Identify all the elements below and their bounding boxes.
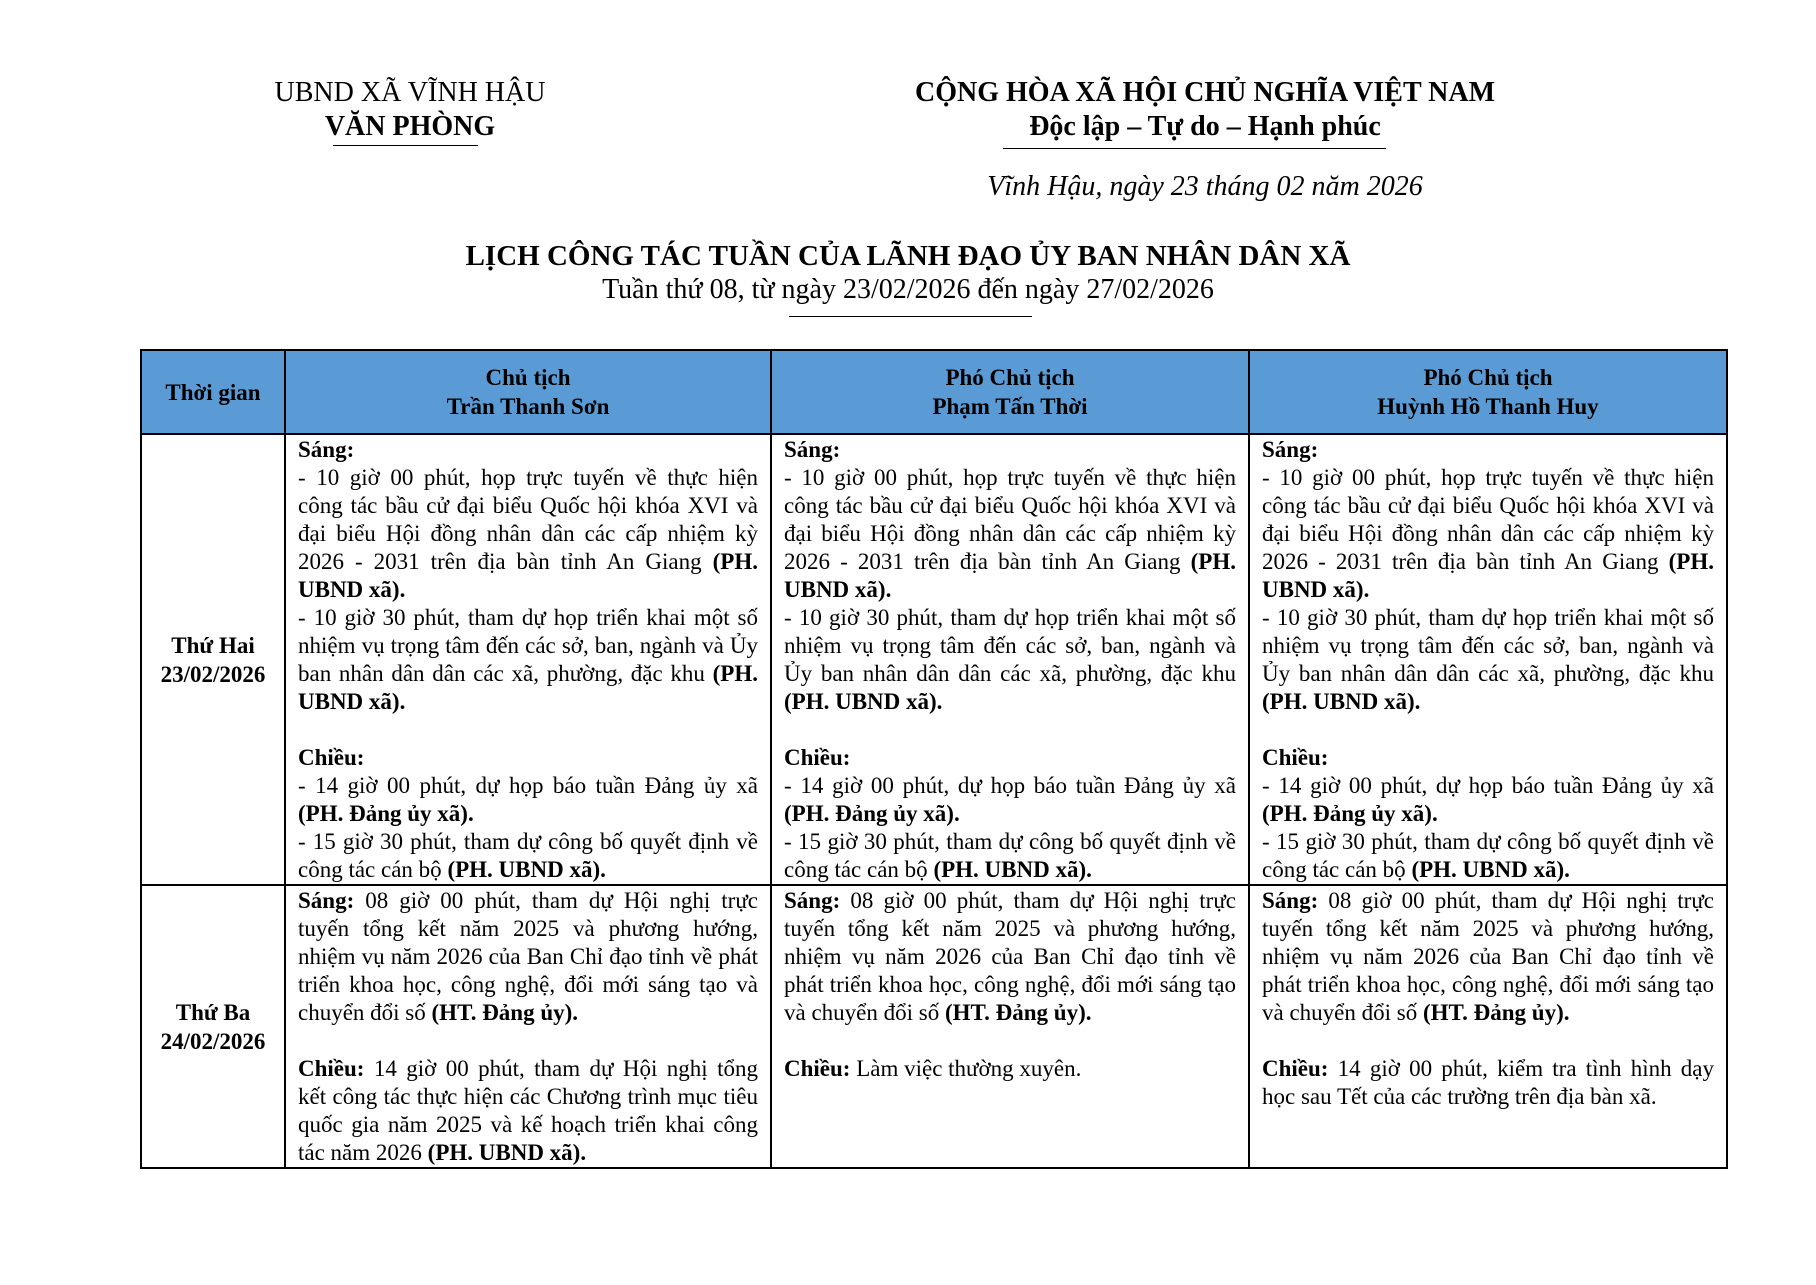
column-role: Phó Chủ tịch	[1423, 365, 1553, 390]
schedule-item: Sáng: 08 giờ 00 phút, tham dự Hội nghị trực tuyến tổng kết năm 2025 và phương hướng, nhiệm vụ năm 2026 của Ban Chỉ đạo tỉnh về phát triển khoa học, công nghệ, đổi mới sáng tạo và chuyển đổi số (HT. Đảng ủy).	[298, 888, 758, 1025]
morning-label: Sáng:	[784, 437, 841, 462]
column-header-vice-chairman-1	[771, 350, 1249, 434]
document-title: LỊCH CÔNG TÁC TUẦN CỦA LÃNH ĐẠO ỦY BAN NHÂN DÂN XÃ	[465, 240, 1351, 272]
day-row-monday	[141, 434, 1727, 885]
afternoon-label: Chiều:	[1262, 745, 1329, 770]
schedule-item: - 15 giờ 30 phút, tham dự công bố quyết định về công tác cán bộ (PH. UBND xã).	[1262, 829, 1714, 882]
time-header: Thời gian	[141, 350, 285, 434]
column-header-vice-chairman-2	[1249, 350, 1727, 434]
schedule-cell	[771, 434, 1249, 885]
schedule-item: - 14 giờ 00 phút, dự họp báo tuần Đảng ủy xã (PH. Đảng ủy xã).	[784, 773, 1236, 826]
schedule-item: - 10 giờ 00 phút, họp trực tuyến về thực hiện công tác bầu cử đại biểu Quốc hội khóa XVI và đại biểu Hội đồng nhân dân các cấp nhiệm kỳ 2026 - 2031 trên địa bàn tỉnh An Giang (PH. UBND xã).	[784, 465, 1236, 602]
column-person: Phạm Tấn Thời	[932, 394, 1088, 419]
place-date: Vĩnh Hậu, ngày 23 tháng 02 năm 2026	[987, 171, 1423, 202]
day-cell	[141, 885, 285, 1168]
schedule-item: - 10 giờ 30 phút, tham dự họp triển khai một số nhiệm vụ trọng tâm đến các sở, ban, ngành và Ủy ban nhân dân dân các xã, phường, đặc khu (PH. UBND xã).	[784, 605, 1236, 714]
day-date: 24/02/2026	[160, 1028, 266, 1054]
day-name: Thứ Hai	[171, 632, 255, 658]
column-role: Phó Chủ tịch	[945, 365, 1075, 390]
day-cell	[141, 434, 285, 885]
schedule-cell	[285, 885, 771, 1168]
document-subtitle: Tuần thứ 08, từ ngày 23/02/2026 đến ngày 27/02/2026	[602, 274, 1214, 305]
subtitle-underline	[789, 316, 1032, 317]
morning-label: Sáng:	[1262, 437, 1319, 462]
day-date: 23/02/2026	[160, 661, 266, 687]
nation-title: CỘNG HÒA XÃ HỘI CHỦ NGHĨA VIỆT NAM	[914, 77, 1496, 108]
org-department: VĂN PHÒNG	[324, 111, 496, 142]
schedule-cell	[771, 885, 1249, 1168]
schedule-item: - 15 giờ 30 phút, tham dự công bố quyết định về công tác cán bộ (PH. UBND xã).	[298, 829, 758, 882]
schedule-table	[140, 349, 1728, 1169]
org-name: UBND XÃ VĨNH HẬU	[274, 77, 546, 108]
schedule-cell	[1249, 885, 1727, 1168]
header-row	[141, 350, 1727, 434]
column-role: Chủ tịch	[485, 365, 571, 390]
day-row-tuesday	[141, 885, 1727, 1168]
schedule-item: Chiều: Làm việc thường xuyên.	[784, 1056, 1082, 1081]
org-underline	[333, 145, 478, 146]
schedule-item: - 10 giờ 00 phút, họp trực tuyến về thực hiện công tác bầu cử đại biểu Quốc hội khóa XVI và đại biểu Hội đồng nhân dân các cấp nhiệm kỳ 2026 - 2031 trên địa bàn tỉnh An Giang (PH. UBND xã).	[298, 465, 758, 602]
schedule-cell	[1249, 434, 1727, 885]
day-name: Thứ Ba	[175, 999, 251, 1025]
schedule-item: - 10 giờ 30 phút, tham dự họp triển khai một số nhiệm vụ trọng tâm đến các sở, ban, ngành và Ủy ban nhân dân dân các xã, phường, đặc khu (PH. UBND xã).	[298, 605, 758, 714]
schedule-item: - 14 giờ 00 phút, dự họp báo tuần Đảng ủy xã (PH. Đảng ủy xã).	[298, 773, 758, 826]
column-person: Trần Thanh Sơn	[446, 394, 610, 419]
schedule-item: Chiều: 14 giờ 00 phút, kiểm tra tình hình dạy học sau Tết của các trường trên địa bàn xã.	[1262, 1056, 1714, 1109]
column-header-chairman	[285, 350, 771, 434]
schedule-item: - 10 giờ 30 phút, tham dự họp triển khai một số nhiệm vụ trọng tâm đến các sở, ban, ngành và Ủy ban nhân dân dân các xã, phường, đặc khu (PH. UBND xã).	[1262, 605, 1714, 714]
nation-motto: Độc lập – Tự do – Hạnh phúc	[1029, 111, 1381, 142]
schedule-cell	[285, 434, 771, 885]
schedule-item: - 10 giờ 00 phút, họp trực tuyến về thực hiện công tác bầu cử đại biểu Quốc hội khóa XVI và đại biểu Hội đồng nhân dân các cấp nhiệm kỳ 2026 - 2031 trên địa bàn tỉnh An Giang (PH. UBND xã).	[1262, 465, 1714, 602]
column-person: Huỳnh Hồ Thanh Huy	[1377, 394, 1599, 419]
schedule-item: Sáng: 08 giờ 00 phút, tham dự Hội nghị trực tuyến tổng kết năm 2025 và phương hướng, nhiệm vụ năm 2026 của Ban Chỉ đạo tỉnh về phát triển khoa học, công nghệ, đổi mới sáng tạo và chuyển đổi số (HT. Đảng ủy).	[1262, 888, 1714, 1025]
schedule-item: - 15 giờ 30 phút, tham dự công bố quyết định về công tác cán bộ (PH. UBND xã).	[784, 829, 1236, 882]
schedule-item: - 14 giờ 00 phút, dự họp báo tuần Đảng ủy xã (PH. Đảng ủy xã).	[1262, 773, 1714, 826]
schedule-item: Sáng: 08 giờ 00 phút, tham dự Hội nghị trực tuyến tổng kết năm 2025 và phương hướng, nhiệm vụ năm 2026 của Ban Chỉ đạo tỉnh về phát triển khoa học, công nghệ, đổi mới sáng tạo và chuyển đổi số (HT. Đảng ủy).	[784, 888, 1236, 1025]
afternoon-label: Chiều:	[784, 745, 851, 770]
morning-label: Sáng:	[298, 437, 355, 462]
motto-underline	[1003, 148, 1386, 149]
schedule-item: Chiều: 14 giờ 00 phút, tham dự Hội nghị tổng kết công tác thực hiện các Chương trình mục tiêu quốc gia năm 2025 và kế hoạch triển khai công tác năm 2026 (PH. UBND xã).	[298, 1056, 758, 1165]
afternoon-label: Chiều:	[298, 745, 365, 770]
